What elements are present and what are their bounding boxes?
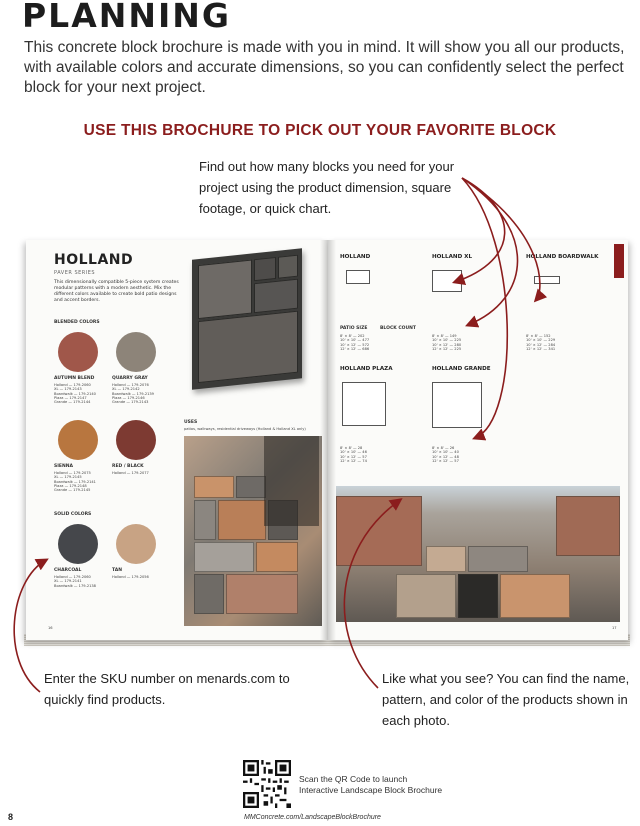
brochure-image bbox=[20, 232, 638, 652]
swatch-0 bbox=[58, 332, 98, 372]
product-holland: HOLLAND bbox=[340, 254, 371, 260]
qr-caption bbox=[299, 774, 442, 796]
product-holland-grande: HOLLAND GRANDE bbox=[432, 366, 491, 372]
brochure-left-page: HOLLAND PAVER SERIES This dimensionally compatible 5-piece system creates modular patterns with a modern aesthetic. Mix the different colors available to create bold patio designs and accent borders. BLENDED COLORS AUTUMN BLEND Holland — 179-2060 XL — 179-2143 Boardwalk — 179-2140 Plaza — 179-2147 Grande — 179-2144 QUARRY GRAY Holland — 179-2076 XL — 179-2142 Boardwalk — 179-2139 Plaza — 179-2146 Grande — 179-2143 SIENNA Holland — 179-2075 XL — 179-2145 Boardwalk — 179-2141 Plaza — 179-2148 Grande — 179-2145 RED / BLACK Holland — 179-2077 SOLID COLORS CHARCOAL Holland — 179-2060 XL — 179-2141 Boardwalk — 179-2138 TAN Holland — 179-2056 USES patios, walkways, residential driveways (Holland & Holland XL only) 16 bbox=[26, 240, 328, 640]
callout-photo-info: Like what you see? You can find the name, pattern, and color of the products shown in each photo. bbox=[382, 671, 630, 728]
swatch-1 bbox=[116, 332, 156, 372]
dim-holland-grande bbox=[432, 382, 482, 428]
left-page-number: 16 bbox=[48, 626, 53, 630]
brochure-right-page: HOLLAND HOLLAND XL HOLLAND BOARDWALK PATIO SIZE BLOCK COUNT 8' × 8' — 202 10' × 10' — 477 10' × 12' — 572 12' × 12' — 686 8' × 8' — 149 10' × 10' — 225 10' × 12' — 280 12' × 12' — 225 8' × 8' — 152 10' × 10' — 229 10' × 12' — 284 12' × 12' — 341 HOLLAND PLAZA HOLLAND GRANDE 8' × 8' — 28 10' × 10' — 46 10' × 12' — 57 12' × 12' — 74 8' × 8' — 26 10' × 10' — 40 10' × 12' — 48 12' × 12' — 57 17 bbox=[328, 240, 628, 640]
uses-text: patios, walkways, residential driveways (Holland & Holland XL only) bbox=[184, 427, 306, 431]
brochure-subheading: PAVER SERIES bbox=[54, 270, 96, 276]
swatch-label-5: TAN bbox=[112, 568, 122, 573]
qr-caption-line-2: Interactive Landscape Block Brochure bbox=[299, 785, 443, 795]
brochure-heading: HOLLAND bbox=[54, 252, 134, 268]
right-page-number: 17 bbox=[612, 626, 617, 630]
swatch-2 bbox=[58, 420, 98, 460]
swatch-label-0: AUTUMN BLEND bbox=[54, 376, 95, 381]
dim-holland bbox=[346, 270, 370, 284]
blended-colors-label: BLENDED COLORS bbox=[54, 320, 100, 325]
product-holland-plaza: HOLLAND PLAZA bbox=[340, 366, 393, 372]
qr-code-icon[interactable] bbox=[243, 760, 291, 808]
product-holland-xl: HOLLAND XL bbox=[432, 254, 473, 260]
swatch-label-2: SIENNA bbox=[54, 464, 74, 469]
patio-size-label: PATIO SIZE bbox=[340, 326, 368, 331]
callout-quantity: Find out how many blocks you need for your project using the product dimension, square footage, or quick chart. bbox=[199, 159, 455, 216]
uses-label: USES bbox=[184, 420, 198, 425]
page-number: 8 bbox=[8, 812, 14, 822]
patio-photo-right bbox=[336, 486, 620, 622]
brochure-spine bbox=[320, 240, 336, 640]
intro-paragraph: This concrete block brochure is made with you in mind. It will show you all our products, with available colors and accurate dimensions, so you can confidently select the perfect block for your next project. bbox=[24, 39, 625, 96]
dim-holland-xl bbox=[432, 270, 462, 292]
dim-holland-boardwalk bbox=[534, 276, 560, 284]
swatch-label-4: CHARCOAL bbox=[54, 568, 82, 573]
swatch-label-3: RED / BLACK bbox=[112, 464, 144, 469]
dim-holland-plaza bbox=[342, 382, 386, 426]
swatch-3 bbox=[116, 420, 156, 460]
callout-sku: Enter the SKU number on menards.com to quickly find products. bbox=[44, 671, 290, 707]
swatch-4 bbox=[58, 524, 98, 564]
cta-heading: USE THIS BROCHURE TO PICK OUT YOUR FAVORITE BLOCK bbox=[83, 122, 557, 139]
block-count-label: BLOCK COUNT bbox=[380, 326, 416, 331]
patio-photo-left bbox=[184, 436, 322, 626]
footer-url[interactable]: MMConcrete.com/LandscapeBlockBrochure bbox=[244, 814, 381, 821]
swatch-label-1: QUARRY GRAY bbox=[112, 376, 148, 381]
brochure-description: This dimensionally compatible 5-piece system creates modular patterns with a modern aesthetic. Mix the different colors available to create bold patio designs and accent borders. bbox=[54, 280, 179, 303]
swatch-5 bbox=[116, 524, 156, 564]
solid-colors-label: SOLID COLORS bbox=[54, 512, 92, 517]
page-title: PLANNING bbox=[22, 0, 231, 35]
paver-sample-photo bbox=[192, 248, 302, 390]
qr-caption-line-1: Scan the QR Code to launch bbox=[299, 774, 408, 784]
product-holland-boardwalk: HOLLAND BOARDWALK bbox=[526, 254, 599, 260]
section-tab bbox=[614, 244, 624, 278]
